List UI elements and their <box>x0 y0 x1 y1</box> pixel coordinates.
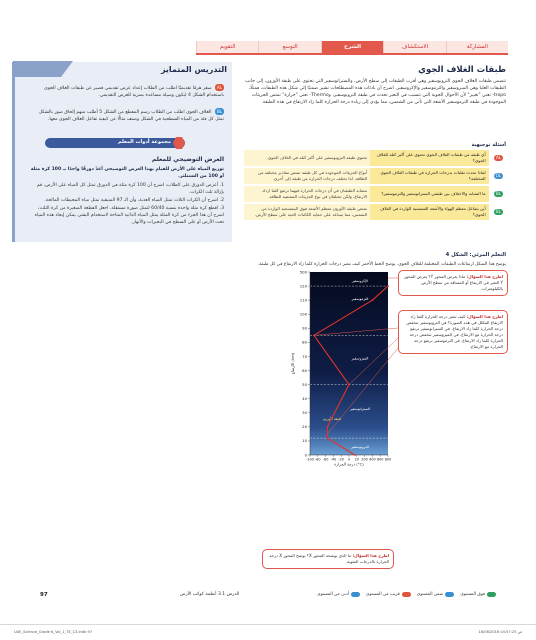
ozone-layer-label: طبقة الأوزون <box>322 416 342 421</box>
layer-label: الستراتوسفير <box>349 406 371 411</box>
callout-label: اطرح هذا السؤال: <box>352 553 389 558</box>
print-date-slug: 18/08/2016 04:57:25 ﺹ <box>478 630 522 634</box>
temperature-point <box>387 285 389 287</box>
y-tick-label: 30 <box>302 410 307 416</box>
tabs-underline <box>196 53 508 55</box>
y-axis-label: الارتفاع (km) <box>290 352 295 375</box>
question-cell: أي طبقة من طبقات الغلاف الجوي تحتوي على أكبر كتلة للغلاف الجوي؟ <box>370 150 489 167</box>
legend-label: ضمن المستوى <box>416 592 444 597</box>
level-cell <box>489 185 506 203</box>
answer-cell: تمتص طبقة الأوزون معظم الأشعة فوق البنفسجية الواردة من الشمس، مما يساعد على حماية الكائنات الحية على سطح الأرض. <box>244 203 370 221</box>
level-legend <box>317 592 496 597</box>
teacher-toolkit-label: مجموعة أدوات المعلم <box>118 139 171 145</box>
y-tick-label: 500 <box>299 269 307 275</box>
atmosphere-temperature-chart <box>256 268 396 467</box>
legend-item <box>317 592 360 597</box>
callout-x-axis <box>262 549 394 569</box>
level-cell <box>489 203 506 221</box>
crop-line <box>0 624 536 625</box>
y-tick-label: 40 <box>302 395 307 401</box>
temperature-profile-line <box>314 286 388 455</box>
tab-elaborate[interactable]: التوسع <box>258 41 320 53</box>
question-row <box>244 185 506 203</box>
teacher-demo-steps <box>22 182 232 227</box>
callout-text: ما الذي يوضحه المحور X؟ يوضح المحور X درجة الحرارة بالدرجات المئوية. <box>269 553 389 564</box>
answer-cell: أنواع الجزيئات الموجودة في كل طبقة تمتص مقادير مختلفة من الطاقة، لذا تختلف درجات الحرارة من طبقة إلى أخرى. <box>244 167 370 185</box>
y-tick-label: 110 <box>299 297 307 303</box>
legend-swatch <box>487 592 496 597</box>
x-tick-label: -40 <box>330 457 337 462</box>
x-tick-label: -100 <box>306 457 314 462</box>
legend-label: أدنى من المستوى <box>317 592 349 597</box>
hexagon-icon <box>173 137 185 149</box>
x-tick-label: -20 <box>338 457 344 462</box>
layer-label: التروبوسفير <box>351 444 369 449</box>
layer-label: الإكزوسفير <box>351 279 369 283</box>
y-tick-label: 60 <box>302 367 307 373</box>
answer-cell: تتشابه الطبقتان في أن درجات الحرارة فيهما ترتفع كلما ازداد الارتفاع، ولكن تختلفان في نوع الجزيئات الممتصة للطاقة. <box>244 185 370 203</box>
temperature-point <box>327 437 329 439</box>
x-tick-label: 800 <box>384 457 392 462</box>
layer-label: الثرموسفير <box>351 297 369 302</box>
question-cell: أين يتفاعل معظم الهواء والأشعة الشمسية الواردة في الغلاف الجوي؟ <box>370 203 489 221</box>
level-badge-al: AL <box>217 85 222 90</box>
legend-swatch <box>351 592 360 597</box>
answer-cell: تحتوي طبقة التروبوسفير على أكبر كتلة في الغلاف الجوي. <box>244 150 370 167</box>
y-tick-label: 80 <box>302 339 307 345</box>
panel-flag <box>13 61 73 77</box>
level-cell <box>489 167 506 185</box>
question-cell: ما التشابه والاختلاف بين طبقتي الستراتوسفير والثرموسفير؟ <box>370 185 489 203</box>
teacher-demo-lead: توزيع المياه على الأرض للقيام بهذا العرض التوضيحي أعدّ دورقًا واحدًا بـ 100 كرة مثلة أو 100 من السنتلتر. <box>30 167 224 179</box>
level-badge: BL <box>496 209 501 214</box>
callout-y-axis <box>398 270 508 296</box>
level-badge: AL <box>496 155 501 160</box>
x-tick-label: 20 <box>354 457 359 462</box>
visual-learning-heading: التعلم المرئي: الشكل 4 <box>445 252 506 258</box>
level-badge: OL <box>495 173 501 178</box>
panel-paragraph-bl-text: الغلاف الجوي اطلب من الطلاب رسم المقطع من الشكل 5 أطلب منهم إلحاق صور بالشكل تمثل كل فئة من المياه السطحية في الشكل وصنف مثالًا عن كيفية تفاعل الغلاف الجوي معها. <box>38 110 224 122</box>
y-tick-label: 100 <box>299 311 307 317</box>
guiding-questions-heading: أسئلة توجيهية <box>471 142 506 148</box>
y-tick-label: 10 <box>302 438 307 444</box>
differentiated-instruction-panel <box>12 62 232 242</box>
tab-evaluate[interactable]: التقويم <box>196 41 258 53</box>
legend-swatch <box>402 592 411 597</box>
guiding-questions-table <box>244 150 506 222</box>
page-number: 97 <box>40 592 48 598</box>
tab-explore[interactable]: الاستكشاف <box>383 41 445 53</box>
legend-item <box>366 592 411 597</box>
y-tick-label: 20 <box>302 424 307 430</box>
tab-explain[interactable]: الشرح <box>321 41 383 53</box>
running-head: الدرس 3.1 أنظمة كوكب الأرض <box>180 592 240 597</box>
y-tick-label: 0 <box>304 452 307 458</box>
callout-leader <box>314 328 398 335</box>
teacher-demo-title: العرض التوضيحي للمعلم <box>151 156 224 163</box>
level-cell <box>489 150 506 167</box>
level-badge: BL <box>496 191 501 196</box>
x-tick-label: 600 <box>376 457 384 462</box>
legend-label: قريب من المستوى <box>365 592 400 597</box>
layer-label: الميزوسفير <box>351 356 369 361</box>
question-row <box>244 167 506 185</box>
demo-step-3: 3. اقطع كرة مثلة واحدة بنسبة 60/40 لتمثل صورة مستقلة. اجعل القطعة الصغيرة من كرة الثلث، اشرح أن هذا الجزء من كرة المثلة يمثل المياه الذاتية المتاحة لاستخدام البشر، يمكن إيجاد هذه المياه تحت الأرض أو على السطح في البحيرات والأنهار. <box>34 206 224 225</box>
panel-paragraph-bl <box>22 108 232 123</box>
y-tick-label: 120 <box>299 283 307 289</box>
y-tick-label: 70 <box>302 353 307 359</box>
panel-header <box>15 62 235 76</box>
callout-label: اطرح هذا السؤال: <box>466 274 503 279</box>
section-tabs <box>196 41 508 53</box>
temperature-point <box>327 426 329 428</box>
level-badge-bl: BL <box>217 109 222 114</box>
temperature-point <box>372 299 374 301</box>
callout-leader <box>328 348 398 434</box>
x-axis-label: درجة الحرارة (°C) <box>334 461 364 467</box>
x-tick-label: 200 <box>361 457 368 462</box>
callout-temperature <box>398 310 508 354</box>
legend-item <box>460 592 496 597</box>
print-file-slug: UAE_Science_Grade 6_Vol_1_TE_C3.indb 97 <box>14 630 93 634</box>
legend-swatch <box>445 592 454 597</box>
legend-label: فوق المستوى <box>460 592 485 597</box>
intro-paragraph: تتضمن طبقات الغلاف الجوي التروبوسفير وهي أقرب الطبقات إلى سطح الأرض، والستراتوسفير التي تحتوي على طبقة الأوزون، إلى جانب الطبقات العليا وهي الميزوسفير والثرموسفير والإكزوسفير. اشرح أن بادئات هذه المصطلحات تشير ضمنيًا إلى شكل هذه الطبقات، فمثلًا، tropo- تعني "تغيير" لأن الأحوال الجوية التي تتسبب في التغير تحدث في طبقة التروبوسفير، وThermo- تعني "حرارة" تمتص الجزيئات الموجودة في طبقة الثرموسفير الأشعة التي تأتي من الشمس، مما يؤدي إلى زيادة درجة الحرارة كلما زاد الارتفاع في هذه الطبقة. <box>245 79 506 105</box>
x-tick-label: -60 <box>322 457 329 462</box>
demo-step-2: 2. اشرح أن الكرات الثلاث تمثل المياه العذبة، وأن الـ 97 المتبقية تمثل مياه المحيطات المالحة. <box>44 198 224 203</box>
temperature-point <box>354 454 356 456</box>
tab-engage[interactable]: المشاركة <box>446 41 508 53</box>
section-heading: طبقات الغلاف الجوي <box>418 65 506 75</box>
demo-step-1: 1. أعرض الدورق على الطلاب، اشرح أن 100 كرة مثلة في الدورق تمثل كل المياه على الأرض، قم بإزالة ثلث الكرات. <box>36 183 224 195</box>
visual-learning-text: يوضح هذا الشكل ارتفاعات الطبقات المختلفة للغلاف الجوي. يوضح الخط الأحمر كيف تتغير درجات الحرارة كلما زاد الارتفاع في كل طبقة. <box>257 262 506 267</box>
question-cell: لماذا تحدث تقلبات بدرجات الحرارة في طبقات الغلاف الجوي المختلفة؟ <box>370 167 489 185</box>
x-tick-label: 400 <box>369 457 376 462</box>
y-tick-label: 50 <box>302 381 307 387</box>
panel-title: التدريس المتمايز <box>160 65 227 74</box>
callout-text: ماذا يعرض المحور Y؟ يعرض المحور Y التغير في الارتفاع أو المسافة من سطح الأرض بالكيلومترات. <box>403 274 503 291</box>
question-row <box>244 150 506 167</box>
legend-item <box>417 592 454 597</box>
callout-label: اطرح هذا السؤال: <box>466 314 503 319</box>
question-row <box>244 203 506 221</box>
callout-text: كيف تتغير درجة الحرارة كلما زاد الارتفاع المكلل في هذه الصورة؟ في التروبوسفير تنخفض درجة الحرارة كلما زاد الارتفاع. في الستراتوسفير ترتفع درجة الحرارة مع الارتفاع. في الميزوسفير تنخفض درجة الحرارة كلما زاد الارتفاع. في الثرموسفير ترتفع درجة الحرارة مع الارتفاع. <box>406 314 503 349</box>
y-tick-label: 90 <box>302 325 307 331</box>
teacher-toolkit-bar <box>45 138 185 148</box>
panel-paragraph-al <box>22 84 232 99</box>
x-tick-label: -80 <box>315 457 321 462</box>
panel-paragraph-al-text: سقر هرمًا تقديميًا اطلب من الطلاب إعداد عرض تقديمي قصير عن طبقات الغلاف الجوي باستخدام الشكل 4 ليكون وسيلة مساعدة بصرية للعرض التقديمي. <box>44 86 224 98</box>
x-tick-label: 0 <box>347 457 351 462</box>
